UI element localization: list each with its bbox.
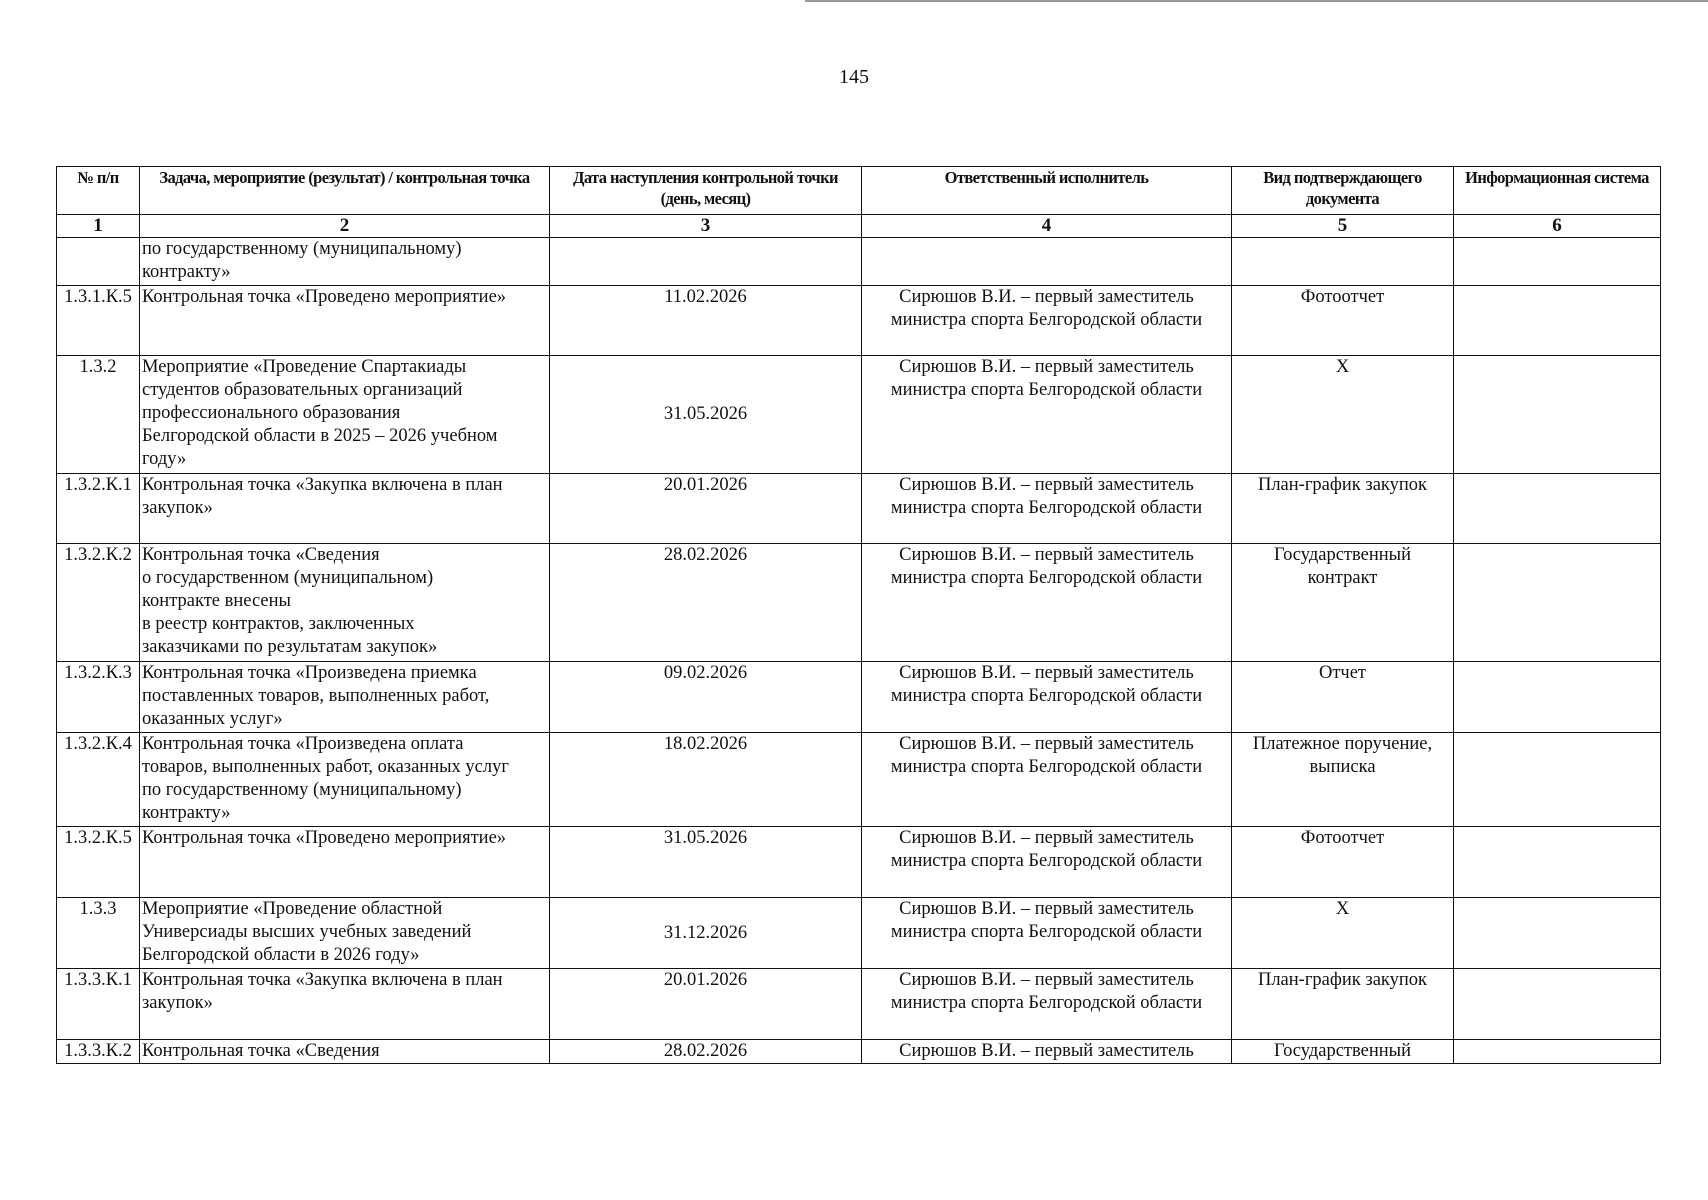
- column-number: 4: [862, 215, 1232, 238]
- column-number: 1: [57, 215, 140, 238]
- row-number: [57, 238, 140, 286]
- row-date: 28.02.2026: [550, 544, 862, 662]
- row-date: 20.01.2026: [550, 969, 862, 1040]
- table-row: [57, 544, 1661, 662]
- row-responsible: Сирюшов В.И. – первый заместитель министра спорта Белгородской области: [862, 827, 1232, 898]
- row-responsible: Сирюшов В.И. – первый заместитель министра спорта Белгородской области: [862, 733, 1232, 827]
- row-date: 20.01.2026: [550, 474, 862, 544]
- row-responsible: Сирюшов В.И. – первый заместитель министра спорта Белгородской области: [862, 969, 1232, 1040]
- row-document: Государственный: [1232, 1040, 1454, 1064]
- row-document: Фотоотчет: [1232, 286, 1454, 356]
- page-number: 145: [839, 66, 869, 88]
- row-document: План-график закупок: [1232, 969, 1454, 1040]
- row-date: 31.12.2026: [550, 898, 862, 969]
- row-responsible: Сирюшов В.И. – первый заместитель: [862, 1040, 1232, 1064]
- column-number: 2: [140, 215, 550, 238]
- table-row: [57, 898, 1661, 969]
- table-row: [57, 969, 1661, 1040]
- row-responsible: Сирюшов В.И. – первый заместитель министра спорта Белгородской области: [862, 662, 1232, 733]
- header-date: Дата наступления контрольной точки (день, месяц): [550, 167, 862, 215]
- row-task: Контрольная точка «Проведено мероприятие»: [140, 286, 550, 356]
- table-row: [57, 733, 1661, 827]
- row-number: 1.3.2.К.2: [57, 544, 140, 662]
- row-date: 31.05.2026: [550, 356, 862, 474]
- header-responsible: Ответственный исполнитель: [862, 167, 1232, 215]
- row-task: Контрольная точка «Проведено мероприятие»: [140, 827, 550, 898]
- header-number: № п/п: [57, 167, 140, 215]
- row-number: 1.3.3: [57, 898, 140, 969]
- row-system: [1454, 969, 1661, 1040]
- row-system: [1454, 898, 1661, 969]
- row-date: 31.05.2026: [550, 827, 862, 898]
- table-header-row: [57, 167, 1661, 215]
- row-document: Х: [1232, 356, 1454, 474]
- row-number: 1.3.2.К.5: [57, 827, 140, 898]
- row-document: Платежное поручение, выписка: [1232, 733, 1454, 827]
- row-responsible: [862, 238, 1232, 286]
- row-system: [1454, 356, 1661, 474]
- row-task: Мероприятие «Проведение областной Универсиады высших учебных заведений Белгородской области в 2026 году»: [140, 898, 550, 969]
- row-task: Контрольная точка «Закупка включена в план закупок»: [140, 474, 550, 544]
- row-date: 11.02.2026: [550, 286, 862, 356]
- row-document: Фотоотчет: [1232, 827, 1454, 898]
- row-date: 09.02.2026: [550, 662, 862, 733]
- row-date: [550, 238, 862, 286]
- row-number: 1.3.2.К.4: [57, 733, 140, 827]
- row-number: 1.3.2.К.3: [57, 662, 140, 733]
- row-number: 1.3.2.К.1: [57, 474, 140, 544]
- row-responsible: Сирюшов В.И. – первый заместитель министра спорта Белгородской области: [862, 356, 1232, 474]
- row-number: 1.3.1.К.5: [57, 286, 140, 356]
- header-document: Вид подтверждающего документа: [1232, 167, 1454, 215]
- row-system: [1454, 827, 1661, 898]
- row-number: 1.3.2: [57, 356, 140, 474]
- row-task: Контрольная точка «Произведена оплата товаров, выполненных работ, оказанных услуг по государственному (муниципальному) контракту»: [140, 733, 550, 827]
- header-system: Информационная система: [1454, 167, 1661, 215]
- row-date: 18.02.2026: [550, 733, 862, 827]
- row-task: Контрольная точка «Сведения о государственном (муниципальном) контракте внесены в реестр контрактов, заключенных заказчиками по результатам закупок»: [140, 544, 550, 662]
- column-number: 6: [1454, 215, 1661, 238]
- row-task: Контрольная точка «Сведения: [140, 1040, 550, 1064]
- scan-edge-line: [805, 0, 1708, 2]
- row-document: Отчет: [1232, 662, 1454, 733]
- row-number: 1.3.3.К.2: [57, 1040, 140, 1064]
- table-row: [57, 827, 1661, 898]
- row-document: План-график закупок: [1232, 474, 1454, 544]
- row-task: Контрольная точка «Закупка включена в план закупок»: [140, 969, 550, 1040]
- row-responsible: Сирюшов В.И. – первый заместитель министра спорта Белгородской области: [862, 286, 1232, 356]
- row-number: 1.3.3.К.1: [57, 969, 140, 1040]
- row-system: [1454, 474, 1661, 544]
- row-responsible: Сирюшов В.И. – первый заместитель министра спорта Белгородской области: [862, 544, 1232, 662]
- column-number-row: [57, 215, 1661, 238]
- row-system: [1454, 238, 1661, 286]
- table-row: [57, 474, 1661, 544]
- column-number: 5: [1232, 215, 1454, 238]
- row-task: Мероприятие «Проведение Спартакиады студентов образовательных организаций профессионального образования Белгородской области в 2025 – 2026 учебном году»: [140, 356, 550, 474]
- row-system: [1454, 733, 1661, 827]
- table-row: [57, 286, 1661, 356]
- row-document: Х: [1232, 898, 1454, 969]
- row-system: [1454, 1040, 1661, 1064]
- row-responsible: Сирюшов В.И. – первый заместитель министра спорта Белгородской области: [862, 474, 1232, 544]
- row-system: [1454, 286, 1661, 356]
- table-row: [57, 1040, 1661, 1064]
- control-points-table: [56, 166, 1661, 1064]
- row-task: Контрольная точка «Произведена приемка поставленных товаров, выполненных работ, оказанных услуг»: [140, 662, 550, 733]
- row-system: [1454, 544, 1661, 662]
- row-responsible: Сирюшов В.И. – первый заместитель министра спорта Белгородской области: [862, 898, 1232, 969]
- table-row: [57, 356, 1661, 474]
- column-number: 3: [550, 215, 862, 238]
- row-task: по государственному (муниципальному) контракту»: [140, 238, 550, 286]
- table-row: [57, 238, 1661, 286]
- row-document: Государственный контракт: [1232, 544, 1454, 662]
- row-date: 28.02.2026: [550, 1040, 862, 1064]
- header-task: Задача, мероприятие (результат) / контрольная точка: [140, 167, 550, 215]
- row-document: [1232, 238, 1454, 286]
- table-row: [57, 662, 1661, 733]
- row-system: [1454, 662, 1661, 733]
